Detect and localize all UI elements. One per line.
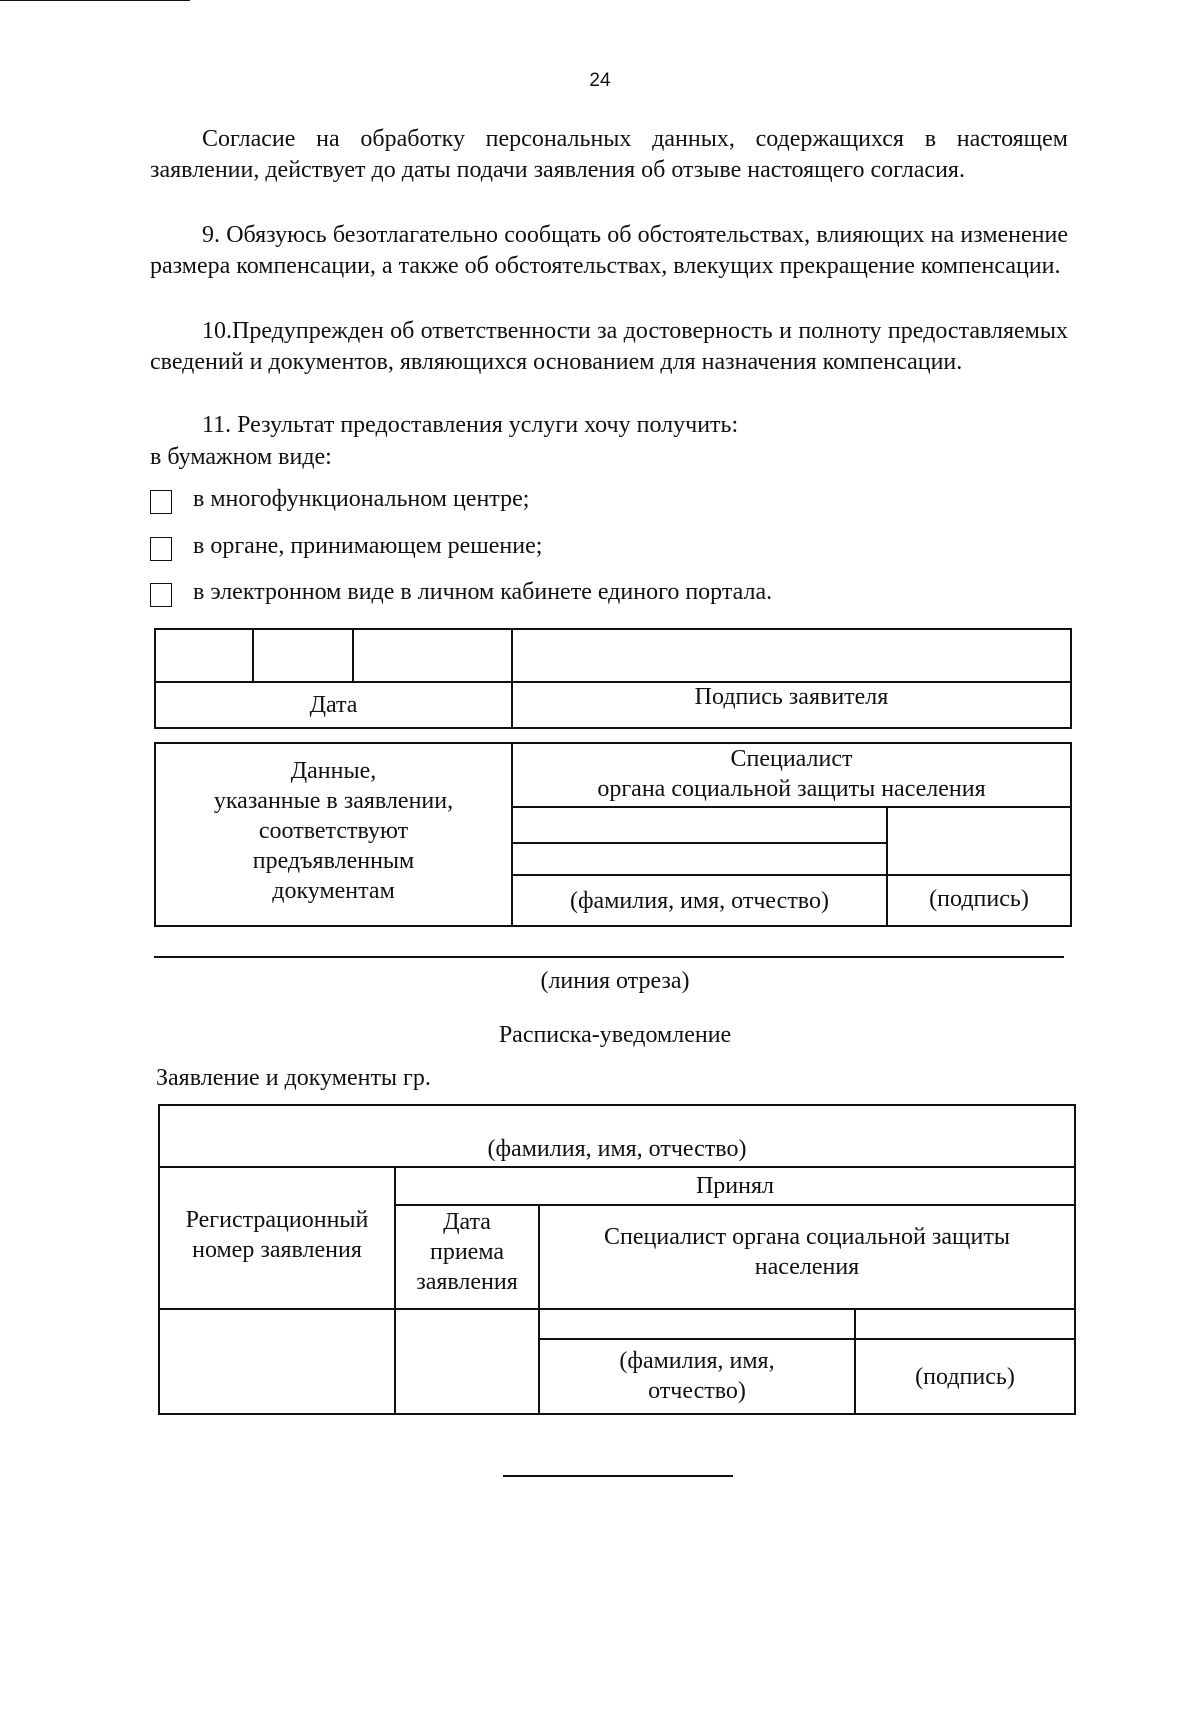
receipt-date-header — [396, 1207, 538, 1297]
reg-number-header — [160, 1205, 394, 1265]
border — [154, 727, 1072, 729]
border — [158, 1413, 1076, 1415]
specialist-label-1: Специалист органа социальной защиты — [604, 1224, 1010, 1250]
specialist-header — [513, 744, 1070, 804]
specialist-name-input[interactable] — [513, 808, 886, 874]
border — [394, 1204, 1076, 1206]
receipt-sign-label: (подпись) — [915, 1363, 1015, 1390]
item-11-line: 11. Результат предоставления услуги хочу получить: — [202, 412, 739, 438]
date-input-day[interactable] — [156, 630, 252, 681]
reg-label-2: номер заявления — [192, 1237, 362, 1263]
date-label-2: приема — [429, 1239, 504, 1265]
date-label: Дата — [309, 692, 358, 718]
date-input-year[interactable] — [354, 630, 511, 681]
date-input-month[interactable] — [254, 630, 352, 681]
date-label-1: Дата — [443, 1209, 491, 1235]
paper-form-line: в бумажном виде: — [150, 444, 332, 470]
specialist-sign-label: (подпись) — [929, 886, 1029, 912]
receipt-name-label — [540, 1346, 854, 1406]
specialist-line-2: органа социальной защиты населения — [597, 776, 986, 802]
name-label-1: (фамилия, имя, — [619, 1348, 775, 1374]
specialist-label-2: населения — [754, 1254, 860, 1280]
verification-line-1: Данные, — [290, 758, 377, 784]
cut-line-label: (линия отреза) — [540, 968, 690, 994]
specialist-line-1: Специалист — [730, 746, 853, 772]
option-mfc-label: в многофункциональном центре; — [193, 486, 530, 512]
signature-label: Подпись заявителя — [694, 684, 889, 710]
receipt-specialist-header — [540, 1222, 1074, 1282]
date-label-3: заявления — [416, 1269, 518, 1295]
receipt-date-input[interactable] — [396, 1310, 538, 1413]
option-decision-body-label: в органе, принимающем решение; — [193, 533, 543, 559]
item-9-paragraph: 9. Обязуюсь безотлагательно сообщать об обстоятельствах, влияющих на изменение размера компенсации, а также об обстоятельствах, влекущих прекращение компенсации. — [150, 222, 1068, 279]
option-electronic-label: в электронном виде в личном кабинете единого портала. — [193, 579, 773, 605]
end-separator — [503, 1475, 733, 1477]
checkbox-mfc[interactable] — [150, 490, 172, 514]
signature-input[interactable] — [513, 630, 1070, 681]
border — [1070, 628, 1072, 729]
border — [1070, 742, 1072, 927]
verification-line-4: предъявленным — [252, 848, 415, 874]
reg-label-1: Регистрационный — [185, 1207, 369, 1233]
border — [1074, 1104, 1076, 1415]
verification-line-3: соответствуют — [258, 818, 409, 844]
name-label-2: отчество) — [648, 1378, 746, 1404]
consent-paragraph: Согласие на обработку персональных данных, содержащихся в настоящем заявлении, действует до даты подачи заявления об отзыве настоящего согласия. — [150, 126, 1068, 183]
receipt-title: Расписка-уведомление — [498, 1022, 732, 1048]
cut-line — [154, 956, 1064, 958]
receipt-intro: Заявление и документы гр. — [156, 1065, 431, 1091]
accepted-header: Принял — [695, 1173, 775, 1199]
specialist-signature-input[interactable] — [888, 808, 1070, 874]
receipt-specialist-name-input[interactable] — [540, 1310, 854, 1338]
verification-line-2: указанные в заявлении, — [213, 788, 454, 814]
page-number: 24 — [589, 70, 611, 91]
receipt-specialist-sign-input[interactable] — [856, 1310, 1074, 1338]
receipt-fio-label: (фамилия, имя, отчество) — [487, 1136, 747, 1162]
verification-left-text — [156, 756, 511, 906]
specialist-name-label: (фамилия, имя, отчество) — [570, 887, 829, 914]
verification-line-5: документам — [272, 878, 395, 904]
reg-number-input[interactable] — [160, 1310, 394, 1413]
border — [154, 925, 1072, 927]
scan-edge-line — [0, 0, 190, 1]
item-10-paragraph: 10.Предупрежден об ответственности за достоверность и полноту предоставляемых сведений и документов, являющихся основанием для назначения компенсации. — [150, 318, 1068, 375]
checkbox-decision-body[interactable] — [150, 537, 172, 561]
checkbox-electronic[interactable] — [150, 583, 172, 607]
